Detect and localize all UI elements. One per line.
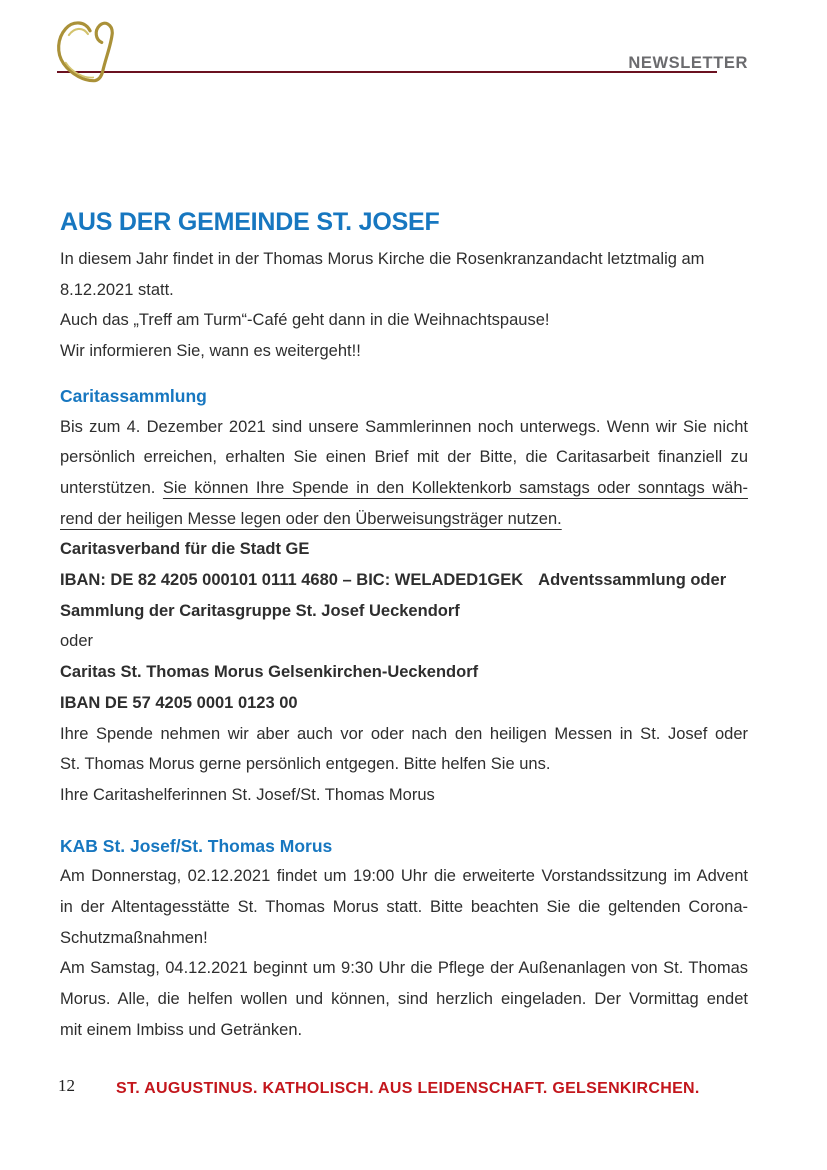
underlined-text: rend der heiligen Messe legen oder den Überweisungsträger nutzen.: [60, 509, 562, 528]
text-line: Am Samstag, 04.12.2021 beginnt um 9:30 Uhr die Pflege der Außenanlagen von St. Thomas: [60, 959, 748, 978]
section-title-kab: KAB St. Josef/St. Thomas Morus: [60, 835, 333, 856]
text-line: persönlich erreichen, erhalten Sie einen Brief mit der Bitte, die Caritasarbeit finanziell zu: [60, 448, 748, 467]
iban-line: IBAN DE 57 4205 0001 0123 00: [60, 693, 298, 712]
collection-note: Adventssammlung oder: [538, 571, 727, 590]
text-line: 8.12.2021 statt.: [60, 280, 174, 299]
intro-paragraph: [60, 244, 748, 367]
text-line: [60, 504, 748, 535]
page-title: AUS DER GEMEINDE ST. JOSEF: [60, 208, 440, 236]
text-line: Ihre Caritashelferinnen St. Josef/St. Thomas Morus: [60, 785, 435, 804]
org-name: Caritasverband für die Stadt GE: [60, 540, 310, 559]
text-line: Ihre Spende nehmen wir aber auch vor oder nach den heiligen Messen in St. Josef oder: [60, 724, 748, 743]
newsletter-label: NEWSLETTER: [628, 54, 748, 72]
text-line: Morus. Alle, die helfen wollen und können, sind herzlich eingeladen. Der Vormittag endet: [60, 990, 748, 1009]
connector-word: oder: [60, 632, 94, 651]
section-title-caritassammlung: Caritassammlung: [60, 385, 207, 406]
underlined-text: Sie können Ihre Spende in den Kollektenkorb samstags oder sonntags wäh-: [162, 478, 748, 497]
header-rule: [57, 71, 717, 73]
iban-value: IBAN: DE 82 4205 000101 0111 4680 – BIC: WELADED1GEK: [60, 571, 524, 590]
kab-paragraph-1: [60, 861, 748, 953]
kab-paragraph-2: [60, 953, 748, 1045]
text-line: St. Thomas Morus gerne persönlich entgegen. Bitte helfen Sie uns.: [60, 755, 551, 774]
heart-logo-icon: [53, 16, 125, 88]
text-line: [60, 473, 748, 504]
text-line: Auch das „Treff am Turm“-Café geht dann in die Weihnachtspause!: [60, 311, 550, 330]
footer-slogan: ST. AUGUSTINUS. KATHOLISCH. AUS LEIDENSCHAFT. GELSENKIRCHEN.: [116, 1080, 700, 1097]
page-number: 12: [58, 1076, 75, 1095]
text-line: mit einem Imbiss und Getränken.: [60, 1020, 303, 1039]
text-line: In diesem Jahr findet in der Thomas Morus Kirche die Rosenkranzandacht letztmalig am: [60, 250, 705, 268]
text-line: Wir informieren Sie, wann es weitergeht!!: [60, 342, 361, 361]
text-segment: unterstützen.: [60, 478, 163, 497]
text-line: Am Donnerstag, 02.12.2021 findet um 19:00 Uhr die erweiterte Vorstandssitzung im Advent: [60, 867, 748, 886]
org-name: Caritas St. Thomas Morus Gelsenkirchen-Ueckendorf: [60, 663, 479, 682]
text-line: in der Altentagesstätte St. Thomas Morus statt. Bitte beachten Sie die geltenden Corona-: [60, 898, 748, 917]
caritas-paragraph: [60, 412, 748, 535]
iban-line: [60, 565, 748, 596]
bank-details: [60, 534, 748, 810]
text-line: Bis zum 4. Dezember 2021 sind unsere Sammlerinnen noch unterwegs. Wenn wir Sie nicht: [60, 417, 748, 436]
text-line: Schutzmaßnahmen!: [60, 928, 208, 947]
page-content: [60, 206, 748, 1046]
collection-note-line: Sammlung der Caritasgruppe St. Josef Ueckendorf: [60, 601, 460, 620]
